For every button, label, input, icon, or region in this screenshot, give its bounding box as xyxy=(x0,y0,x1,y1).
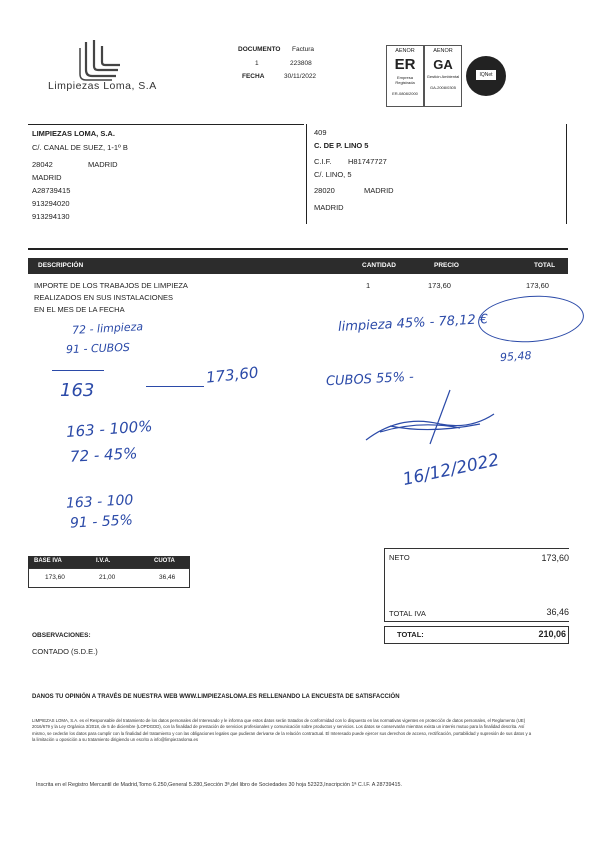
legal-text: LIMPIEZAS LOMA, S.A. es el Responsable del tratamiento de los datos personales del Interesado y le informa que estos datos serán tratados de conformidad con lo dispuesto en las normativas vigentes en protección de datos personales, el Reglamento (UE) 2016/679 y la Ley Orgánica 3/2018, de 5 de diciembre (LOPDGDD), con la finalidad de prestación de servicios profesionales y comunicación sobre productos y servicios. Los datos se conservarán mientras exista un interés mutuo para la finalidad descrita. Así mismo, se cederán los datos para cumplir con la finalidad del tratamiento y con las obligaciones legales que pudieran derivarse de la relación contractual. El Interesado puede ejercer sus derechos de acceso, rectificación, portabilidad y supresión de sus datos y a la limitación u oposición a su tratamiento dirigiendo un escrito a info@limpiezasloma.es xyxy=(32,718,532,743)
table-top-rule xyxy=(28,248,568,250)
neto-label: NETO xyxy=(389,553,410,562)
cert2-code: GA xyxy=(433,57,453,72)
cert-aenor-ga xyxy=(424,45,462,107)
issuer-street: C/. CANAL DE SUEZ, 1-1º B xyxy=(32,143,128,152)
tax-col-quota: CUOTA xyxy=(154,558,175,564)
hand-note-limpieza: 72 - limpieza xyxy=(71,320,144,337)
hand-calc-163-100: 163 - 100% xyxy=(65,417,153,441)
table-header xyxy=(28,258,568,274)
registry-text: Inscrita en el Registro Mercantil de Madrid,Tomo 6.250,General 5.280,Sección 3ª,del libro de Sociedades 30 hoja 52323,Inscripción 1ª C.I.F. A 28739415. xyxy=(36,782,402,788)
row-desc-2: REALIZADOS EN SUS INSTALACIONES xyxy=(34,293,174,302)
doc-number: 223808 xyxy=(290,60,312,67)
cert2-title: AENOR xyxy=(433,48,453,54)
company-logo xyxy=(72,38,132,82)
issuer-top-line xyxy=(28,124,304,125)
issuer-phone2: 913294130 xyxy=(32,212,70,221)
total-label: TOTAL: xyxy=(397,630,424,639)
client-name: C. DE P. LINO 5 xyxy=(314,141,369,150)
issuer-name: LIMPIEZAS LOMA, S.A. xyxy=(32,129,115,138)
cert2-num: GA-2008/0305 xyxy=(429,85,457,90)
tax-values-box xyxy=(28,568,190,588)
survey-banner: DANOS TU OPINIÓN A TRAVÉS DE NUESTRA WEB WWW.LIMPIEZASLOMA.ES RELLENANDO LA ENCUESTA DE SATISFACCIÓN xyxy=(32,694,400,700)
col-quantity: CANTIDAD xyxy=(362,262,396,269)
grand-total-box xyxy=(384,626,569,644)
iva-label: TOTAL IVA xyxy=(389,609,426,618)
cert3-label: IQNet xyxy=(476,70,496,80)
cert-aenor-er xyxy=(386,45,424,107)
cert2-sub: Gestión Ambiental xyxy=(426,74,460,79)
hand-date: 16/12/2022 xyxy=(400,450,501,490)
client-code: 409 xyxy=(314,128,327,137)
iva-value: 36,46 xyxy=(546,607,569,617)
hand-circle xyxy=(477,292,586,345)
issuer-city: MADRID xyxy=(88,160,118,169)
issuer-phone1: 913294020 xyxy=(32,199,70,208)
hand-sum-163: 163 xyxy=(60,380,95,401)
row-price: 173,60 xyxy=(428,281,451,290)
doc-label: DOCUMENTO xyxy=(238,46,281,53)
client-left-line xyxy=(306,124,307,224)
tax-col-rate: I.V.A. xyxy=(96,558,111,564)
col-total: TOTAL xyxy=(534,262,556,269)
hand-split-cubos-amount: 95,48 xyxy=(499,348,532,365)
observations-label: OBSERVACIONES: xyxy=(32,632,91,639)
hand-calc-163-100b: 163 - 100 xyxy=(65,492,134,512)
hand-note-cubos: 91 - CUBOS xyxy=(65,340,131,357)
total-value: 210,06 xyxy=(538,629,566,639)
tax-base: 173,60 xyxy=(45,574,65,581)
logo-mark-icon xyxy=(72,38,132,82)
date-label: FECHA xyxy=(242,73,265,80)
row-desc-1: IMPORTE DE LOS TRABAJOS DE LIMPIEZA xyxy=(34,281,188,290)
client-cif: H81747727 xyxy=(348,157,387,166)
tax-quota: 36,46 xyxy=(159,574,176,581)
hand-calc-72-45: 72 - 45% xyxy=(69,444,138,466)
cert-iqnet xyxy=(466,56,506,96)
date-value: 30/11/2022 xyxy=(284,73,317,80)
client-city: MADRID xyxy=(364,186,394,195)
doc-series: 1 xyxy=(255,60,259,67)
hand-underline xyxy=(52,370,104,371)
tax-rate: 21,00 xyxy=(99,574,116,581)
hand-split-limpieza: limpieza 45% - 78,12 € xyxy=(337,312,489,335)
cert1-sub: Empresa Registrada xyxy=(395,75,415,85)
tax-header xyxy=(28,556,190,568)
col-description: DESCRIPCIÓN xyxy=(38,262,84,269)
client-province: MADRID xyxy=(314,203,344,212)
hand-arrow-line xyxy=(146,386,204,387)
hand-sum-17360: 173,60 xyxy=(205,363,260,387)
totals-box xyxy=(384,548,569,622)
client-cif-label: C.I.F. xyxy=(314,157,332,166)
cert1-title: AENOR xyxy=(395,48,415,54)
client-right-line xyxy=(566,124,567,224)
logo-text: Limpiezas Loma, S.A xyxy=(48,80,157,92)
doc-type: Factura xyxy=(292,46,315,53)
cert1-code: ER xyxy=(394,56,416,73)
cert1-num: ER-0808/2000 xyxy=(392,91,418,96)
neto-value: 173,60 xyxy=(541,553,569,563)
row-total: 173,60 xyxy=(526,281,549,290)
observations-value: CONTADO (S.D.E.) xyxy=(32,647,98,656)
hand-split-cubos: CUBOS 55% - xyxy=(325,369,415,390)
issuer-province: MADRID xyxy=(32,173,62,182)
client-zip: 28020 xyxy=(314,186,335,195)
row-qty: 1 xyxy=(366,281,371,290)
col-price: PRECIO xyxy=(434,262,459,269)
row-desc-3: EN EL MES DE LA FECHA xyxy=(34,305,125,314)
hand-signature-scribble xyxy=(360,384,500,454)
issuer-cif: A28739415 xyxy=(32,186,71,195)
client-street: C/. LINO, 5 xyxy=(314,170,352,179)
hand-calc-91-55: 91 - 55% xyxy=(69,512,134,532)
tax-col-base: BASE IVA xyxy=(34,558,62,564)
issuer-zip: 28042 xyxy=(32,160,53,169)
